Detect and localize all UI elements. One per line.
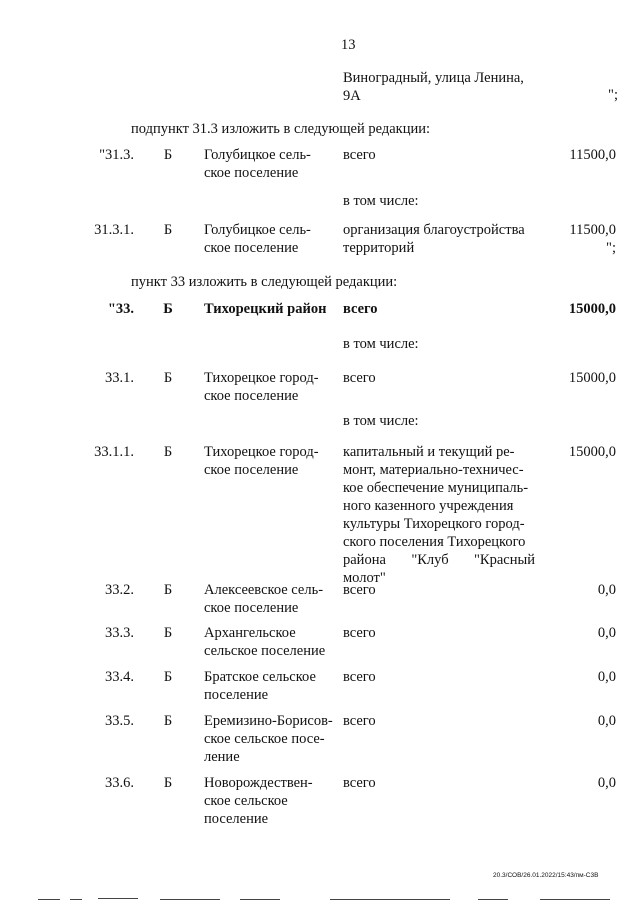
row-number: 33.3. bbox=[105, 625, 134, 641]
row-description: всего bbox=[343, 370, 376, 386]
header-end-quote: "; bbox=[608, 87, 618, 103]
row-description: всего bbox=[343, 301, 378, 317]
row-value: 0,0 bbox=[597, 669, 616, 685]
row-value: 15000,0 bbox=[568, 301, 616, 317]
row-value: 11500,0 "; bbox=[569, 222, 616, 256]
edge-dash bbox=[478, 899, 508, 900]
row-number: "31.3. bbox=[99, 147, 134, 163]
row-number: 33.6. bbox=[105, 775, 134, 791]
row-name: Тихорецкое город- ское поселение bbox=[204, 370, 319, 404]
row-category: Б bbox=[163, 301, 173, 317]
row-number: 33.5. bbox=[105, 713, 134, 729]
row-name: Архангельское сельское поселение bbox=[204, 625, 326, 659]
edge-dash bbox=[38, 899, 60, 900]
row-name: Алексеевское сель- ское поселение bbox=[204, 582, 324, 616]
row-value: 0,0 bbox=[597, 775, 616, 791]
edge-dash bbox=[160, 899, 220, 900]
row-category: Б bbox=[163, 775, 173, 791]
row-value: 0,0 bbox=[597, 625, 616, 641]
row-description: всего bbox=[343, 625, 376, 641]
header-address: Виноградный, улица Ленина, 9А bbox=[343, 70, 524, 104]
row-value: 0,0 bbox=[597, 582, 616, 598]
row-name: Тихорецкий район bbox=[204, 301, 327, 317]
row-name: Еремизино-Борисов- ское сельское посе- ление bbox=[204, 713, 333, 765]
row-name: Новорождествен- ское сельское поселение bbox=[204, 775, 313, 827]
row-description: всего bbox=[343, 713, 376, 729]
edge-dash bbox=[70, 899, 82, 900]
row-value: 11500,0 bbox=[569, 147, 616, 163]
row-number: 31.3.1. bbox=[94, 222, 134, 238]
edge-dash bbox=[240, 899, 280, 900]
page-number: 13 bbox=[341, 37, 356, 53]
row-category: Б bbox=[163, 370, 173, 386]
row-category: Б bbox=[163, 147, 173, 163]
row-description: в том числе: bbox=[343, 336, 419, 352]
row-value: 15000,0 bbox=[568, 444, 616, 460]
row-name: Братское сельское поселение bbox=[204, 669, 316, 703]
edge-dash bbox=[98, 898, 138, 899]
row-description: в том числе: bbox=[343, 413, 419, 429]
row-value: 15000,0 bbox=[568, 370, 616, 386]
row-value: 0,0 bbox=[597, 713, 616, 729]
row-name: Голубицкое сель- ское поселение bbox=[204, 147, 311, 181]
row-description: всего bbox=[343, 582, 376, 598]
row-description: в том числе: bbox=[343, 193, 419, 209]
row-number: "33. bbox=[107, 301, 134, 317]
row-name: Голубицкое сель- ское поселение bbox=[204, 222, 311, 256]
row-number: 33.4. bbox=[105, 669, 134, 685]
row-number: 33.2. bbox=[105, 582, 134, 598]
row-description: организация благоустройства территорий bbox=[343, 222, 525, 256]
document-footer-code: 20.3/СОВ/26.01.2022/15:43/пм-С3В bbox=[493, 872, 599, 879]
row-category: Б bbox=[163, 582, 173, 598]
row-category: Б bbox=[163, 669, 173, 685]
row-description: всего bbox=[343, 147, 376, 163]
row-description: всего bbox=[343, 669, 376, 685]
row-description: всего bbox=[343, 775, 376, 791]
row-category: Б bbox=[163, 713, 173, 729]
row-number: 33.1.1. bbox=[94, 444, 134, 460]
row-category: Б bbox=[163, 625, 173, 641]
row-name: Тихорецкое город- ское поселение bbox=[204, 444, 319, 478]
row-category: Б bbox=[163, 222, 173, 238]
intro-subpoint-31-3: подпункт 31.3 изложить в следующей редакции: bbox=[131, 121, 431, 137]
intro-point-33: пункт 33 изложить в следующей редакции: bbox=[131, 274, 398, 290]
edge-dash bbox=[330, 899, 450, 900]
edge-dash bbox=[540, 899, 610, 900]
row-category: Б bbox=[163, 444, 173, 460]
row-number: 33.1. bbox=[105, 370, 134, 386]
row-description: капитальный и текущий ре- монт, материально-техничес- кое обеспечение муниципаль- ного казенного учреждения культуры Тихорецкого город- ского поселения Тихорецкого района "Клуб "Красный молот" bbox=[343, 444, 535, 586]
